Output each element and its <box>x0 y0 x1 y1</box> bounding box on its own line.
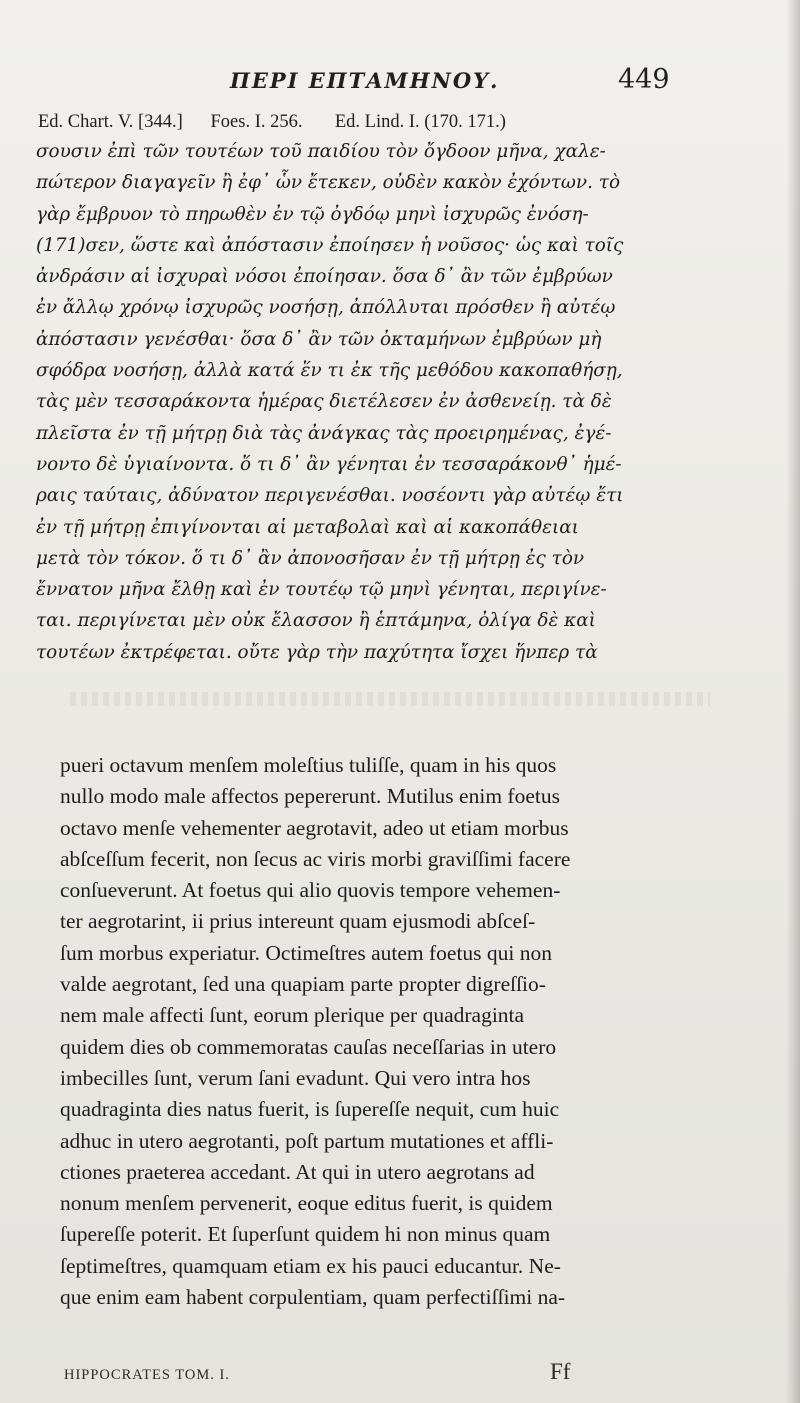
show-through-bleed <box>70 692 710 706</box>
latin-line: ſum morbus experiatur. Octimeſtres autem foetus qui non <box>60 940 553 965</box>
latin-line: nem male affecti ſunt, eorum plerique per quadraginta <box>60 1003 525 1028</box>
greek-line: σουσιν ἐπὶ τῶν τουτέων τοῦ παιδίου τὸν ὄγδοον μῆνα, χαλε- <box>36 141 606 162</box>
edition-reference-line: Ed. Chart. V. [344.] Foes. I. 256. Ed. Lind. I. (170. 171.) <box>38 112 506 132</box>
latin-text-block <box>60 750 760 1313</box>
greek-line: τουτέων ἐκτρέφεται. οὔτε γὰρ τὴν παχύτητα ἴσχει ἥνπερ τὰ <box>36 641 598 663</box>
latin-line: ſeptimeſtres, quamquam etiam ex his pauci educantur. Ne- <box>60 1253 561 1278</box>
latin-line: pueri octavum menſem moleſtius tuliſſe, quam in his quos <box>60 753 557 777</box>
latin-line: conſueverunt. At foetus qui alio quovis tempore vehemen- <box>60 878 561 903</box>
latin-line: abſceſſum fecerit, non ſecus ac viris morbi graviſſimi facere <box>60 846 571 871</box>
latin-line: ctiones praeterea accedant. At qui in utero aegrotans ad <box>60 1159 535 1184</box>
greek-line: νοντο δὲ ὑγιαίνοντα. ὅ τι δ᾽ ἂν γένηται ἐν τεσσαράκονθ᾽ ἡμέ- <box>36 453 622 475</box>
latin-line: nonum menſem pervenerit, eoque editus fuerit, is quidem <box>60 1191 553 1216</box>
running-title: ΠΕΡΙ ΕΠΤΑΜΗΝΟΥ. <box>230 68 500 93</box>
latin-line: nullo modo male affectos pepererunt. Mutilus enim foetus <box>60 784 560 809</box>
latin-line: ſupereſſe poterit. Et ſuperſunt quidem hi non minus quam <box>60 1222 551 1247</box>
greek-line: γὰρ ἔμβρυον τὸ πηρωθὲν ἐν τῷ ὀγδόῳ μηνὶ ἰσχυρῶς ἐνόση- <box>36 203 589 225</box>
greek-line: πώτερον διαγαγεῖν ἢ ἐφ᾽ ὧν ἔτεκεν, οὐδὲν κακὸν ἐχόντων. τὸ <box>36 172 621 194</box>
page-footer <box>60 1359 760 1387</box>
page-edge-shadow <box>786 0 800 1403</box>
greek-line: τὰς μὲν τεσσαράκοντα ἡμέρας διετέλεσεν ἐν ἀσθενείῃ. τὰ δὲ <box>36 391 612 413</box>
greek-text-block <box>36 136 766 668</box>
signature-line: HIPPOCRATES TOM. I. <box>64 1367 230 1383</box>
greek-line: ἐν ἄλλῳ χρόνῳ ἰσχυρῶς νοσήσῃ, ἀπόλλυται πρόσθεν ἢ αὐτέῳ <box>36 297 616 319</box>
latin-line: que enim eam habent corpulentiam, quam perfectiſſimi na- <box>60 1285 566 1310</box>
greek-line: πλεῖστα ἐν τῇ μήτρῃ διὰ τὰς ἀνάγκας τὰς προειρημένας, ἐγέ- <box>36 422 612 444</box>
page-number: 449 <box>618 64 670 95</box>
latin-line: quadraginta dies natus fuerit, is ſupereſſe nequit, cum huic <box>60 1097 560 1122</box>
page-header <box>40 60 720 100</box>
greek-line: μετὰ τὸν τόκον. ὅ τι δ᾽ ἂν ἀπονοσῆσαν ἐν τῇ μήτρῃ ἐς τὸν <box>36 547 585 569</box>
greek-line: σφόδρα νοσήσῃ, ἀλλὰ κατά ἕν τι ἐκ τῆς μεθόδου κακοπαθήσῃ, <box>36 360 623 382</box>
greek-line: ἀνδράσιν αἱ ἰσχυραὶ νόσοι ἐποίησαν. ὅσα δ᾽ ἂν τῶν ἐμβρύων <box>36 266 613 288</box>
greek-line: ἔννατον μῆνα ἔλθῃ καὶ ἐν τουτέῳ τῷ μηνὶ γένηται, περιγίνε- <box>36 579 607 601</box>
latin-line: ter aegrotarint, ii prius intereunt quam ejusmodi abſceſ- <box>60 909 536 934</box>
greek-line: ἐν τῇ μήτρῃ ἐπιγίνονται αἱ μεταβολαὶ καὶ αἱ κακοπάθειαι <box>36 516 579 538</box>
latin-line: imbecilles ſunt, verum ſani evadunt. Qui vero intra hos <box>60 1065 531 1090</box>
latin-line: quidem dies ob commemoratas cauſas neceſſarias in utero <box>60 1034 557 1059</box>
greek-line: ραις ταύταις, ἀδύνατον περιγενέσθαι. νοσέοντι γὰρ αὐτέῳ ἔτι <box>36 485 624 507</box>
latin-line: octavo menſe vehementer aegrotavit, adeo ut etiam morbus <box>60 815 569 840</box>
greek-line: ἀπόστασιν γενέσθαι· ὅσα δ᾽ ἂν τῶν ὀκταμήνων ἐμβρύων μὴ <box>36 328 602 350</box>
signature-mark: Ff <box>550 1359 571 1384</box>
greek-line: (171)σεν, ὥστε καὶ ἀπόστασιν ἐποίησεν ἡ νοῦσος· ὡς καὶ τοῖς <box>36 234 624 256</box>
latin-line: adhuc in utero aegrotanti, poſt partum mutationes et affli- <box>60 1128 554 1153</box>
latin-line: valde aegrotant, ſed una quapiam parte propter digreſſio- <box>60 972 546 997</box>
greek-line: ται. περιγίνεται μὲν οὐκ ἔλασσον ἢ ἑπτάμηνα, ὀλίγα δὲ καὶ <box>36 610 596 632</box>
